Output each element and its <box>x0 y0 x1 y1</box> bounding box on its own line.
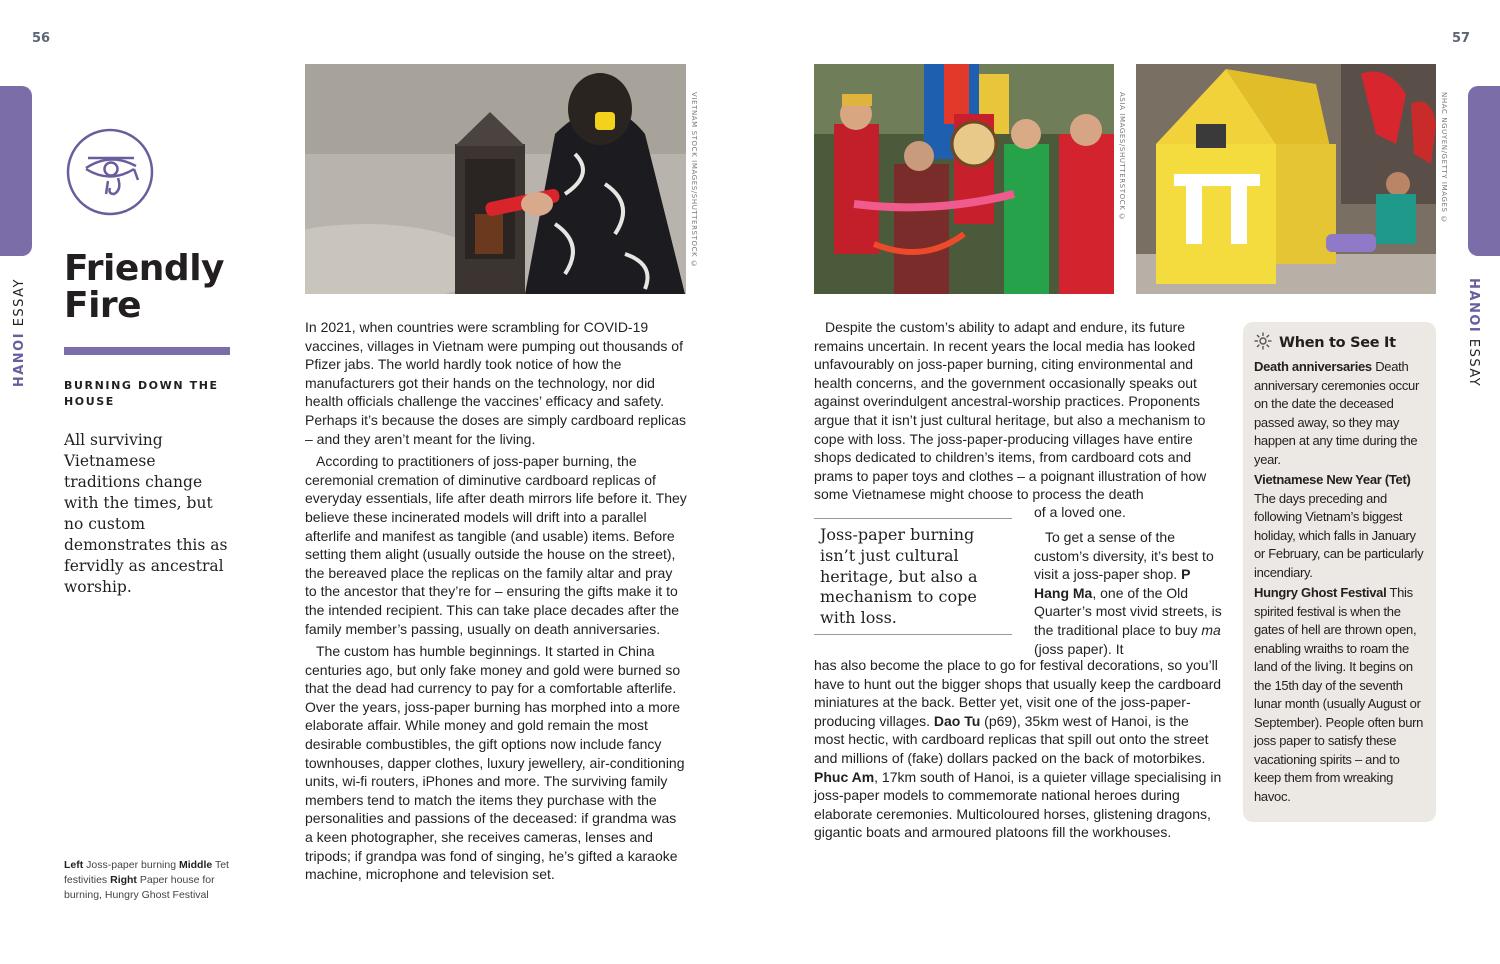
caption-middle-text: Tet festivities <box>64 859 229 886</box>
section-label-plain: ESSAY <box>1466 338 1481 388</box>
body-column-2-wrap <box>1034 528 1224 658</box>
text-run: , one of the Old Quarter’s most vivid streets, is the traditional place to buy <box>1034 584 1222 638</box>
sidebar-entry <box>1254 358 1426 469</box>
body-paragraph: Despite the custom’s ability to adapt and endure, its future remains uncertain. In recent years the local media has looked unfavourably on joss-paper burning, citing environmental and health concerns, and the government occasionally speaks out against overindulgent ancestral-worship practices. Proponents argue that it isn’t just cultural heritage, but also a mechanism to cope with loss. The joss-paper-producing villages have entire shops dedicated to children’s items, from cardboard cots and prams to paper toys and clothes – a poignant illustration of how some Vietnamese might choose to process the death <box>814 319 1207 503</box>
page-number-left: 56 <box>32 31 51 46</box>
standfirst: All surviving Vietnamese traditions change with the times, but no custom demonstrates this as fervidly as ancestral worship. <box>64 431 228 596</box>
sidebar-entry <box>1254 584 1426 806</box>
sidebar-when-to-see-it <box>1243 322 1436 822</box>
caption-left-text: Joss-paper burning <box>86 859 177 871</box>
text-run: To get a sense of the custom’s diversity, it’s best to visit a joss-paper shop. <box>1034 529 1214 583</box>
body-paragraph-continued <box>814 656 1222 842</box>
caption-right-text: Paper house for burning, Hungry Ghost Festival <box>64 874 215 901</box>
photo-joss-paper-burning <box>305 64 686 294</box>
text-run: , 17km south of Hanoi, is a quieter village specialising in joss-paper models to commemorate national heroes during elaborate ceremonies. Multicoloured horses, glistening dragons, gigantic boats and armoured platoons fill the workhouses. <box>814 768 1222 841</box>
pull-quote: Joss-paper burning isn’t just cultural heritage, but also a mechanism to cope with loss. <box>814 518 1012 635</box>
sidebar-entry-name: Death anniversaries <box>1254 359 1372 374</box>
kicker-line-1: BURNING DOWN THE <box>64 379 219 392</box>
place-name: P Hang Ma <box>1034 566 1191 601</box>
sidebar-title: When to See It <box>1279 335 1396 351</box>
text-run: (joss paper). It <box>1034 640 1124 657</box>
body-paragraph: In 2021, when countries were scrambling for COVID-19 vaccines, villages in Vietnam were pumping out thousands of Pfizer jabs. The world hardly took notice of how the manufacturers got their hands on the technology, nor did health officials challenge the vaccines’ efficacy and safety. Perhaps it’s because the doses are simply cardboard replicas – and they aren’t meant for the living. <box>305 319 687 447</box>
page-title <box>64 250 284 324</box>
section-label-left <box>12 278 27 387</box>
sidebar-entry <box>1254 471 1426 582</box>
body-column-2-top <box>814 318 1222 508</box>
section-tab-right <box>1468 86 1500 256</box>
section-label-bold: HANOI <box>12 331 27 388</box>
section-label-plain: ESSAY <box>12 278 27 327</box>
title-underline <box>64 347 230 355</box>
sidebar-entry-text: The days preceding and following Vietnam’s biggest holiday, which falls in January or February, can be particularly incendiary. <box>1254 490 1424 580</box>
body-column-1 <box>305 318 687 888</box>
place-name: Dao Tu <box>933 712 981 729</box>
photo-credit-left: VIETNAM STOCK IMAGES/SHUTTERSTOCK © <box>690 92 698 269</box>
italic-term: ma <box>1201 621 1221 638</box>
caption-left-label: Left <box>64 859 84 871</box>
title-line-2: Fire <box>64 285 142 326</box>
title-line-1: Friendly <box>64 248 225 289</box>
photo-paper-house <box>1136 64 1436 294</box>
sidebar-header <box>1254 332 1426 354</box>
body-paragraph-wrap <box>1034 528 1224 658</box>
photo-captions <box>64 858 242 903</box>
photo-tet-festivities <box>814 64 1114 294</box>
sidebar-entry-name: Hungry Ghost Festival <box>1254 585 1387 600</box>
section-label-bold: HANOI <box>1466 278 1481 334</box>
caption-right-label: Right <box>110 874 137 886</box>
body-paragraph-tail: of a loved one. <box>1034 504 1126 520</box>
sidebar-entry-name: Vietnamese New Year (Tet) <box>1254 472 1411 487</box>
body-column-2-bottom <box>814 656 1222 842</box>
text-run: has also become the place to go for festival decorations, so you’ll have to hunt out the bigger shops that usually keep the cardboard miniatures at the back. Better yet, visit one of the joss-paper-producing villages. <box>814 657 1222 729</box>
eye-of-horus-icon <box>64 128 156 220</box>
sidebar-entry-text: This spirited festival is when the gates of hell are thrown open, enabling wraiths to roam the land of the living. It begins on the 15th day of the seventh lunar month (usually August or September). People often burn joss paper to satisfy these vacationing spirits – and to keep them from wreaking havoc. <box>1254 585 1424 804</box>
kicker <box>64 378 234 410</box>
place-name: Phuc Am <box>814 768 875 785</box>
page-number-right: 57 <box>1452 31 1471 46</box>
sunburst-icon <box>1254 332 1272 354</box>
kicker-line-2: HOUSE <box>64 395 115 408</box>
photo-credit-right: NHAC NGUYEN/GETTY IMAGES © <box>1440 92 1448 225</box>
body-column-2-tail <box>1034 503 1224 526</box>
section-label-right <box>1466 278 1481 387</box>
photo-credit-middle: ASIA IMAGES/SHUTTERSTOCK © <box>1118 92 1126 222</box>
caption-middle-label: Middle <box>178 859 213 871</box>
body-paragraph: According to practitioners of joss-paper burning, the ceremonial cremation of diminutive cardboard replicas of everyday essentials, life after death mirrors life before it. They believe these incinerated models will drift into a parallel afterlife and manifest as tangible (and usable) items. Before setting them alight (usually outside the house on the street), the bereaved place the replicas on the family altar and pray to the ancestor that they’re for – ensuring the gifts make it to the intended recipient. This can take place decades after the family member’s passing, usually on death anniversaries. <box>305 453 687 637</box>
text-run: (p69), 35km west of Hanoi, is the most hectic, with cardboard replicas that spill out onto the street and millions of (fake) dollars packed on the back of motorbikes. <box>814 712 1209 766</box>
body-paragraph: The custom has humble beginnings. It started in China centuries ago, but only fake money and gold were burned so that the dead had currency to pay for a comfortable afterlife. Over the years, joss-paper burning has morphed into a more elaborate affair. While money and gold remain the most desirable combustibles, the gift options now include fancy townhouses, dapper clothes, luxury jewellery, air-conditioning units, wi-fi routers, iPhones and more. The surviving family members tend to match the items they purchase with the personalities and passions of the deceased: if grandma was a keen photographer, she receives cameras, lenses and tripods; if grandpa was fond of singing, he’s gifted a karaoke machine, microphone and television set. <box>305 643 685 883</box>
sidebar-entry-text: Death anniversary ceremonies occur on the date the deceased passed away, so they may happen at any time during the year. <box>1254 359 1420 467</box>
section-tab-left <box>0 86 32 256</box>
